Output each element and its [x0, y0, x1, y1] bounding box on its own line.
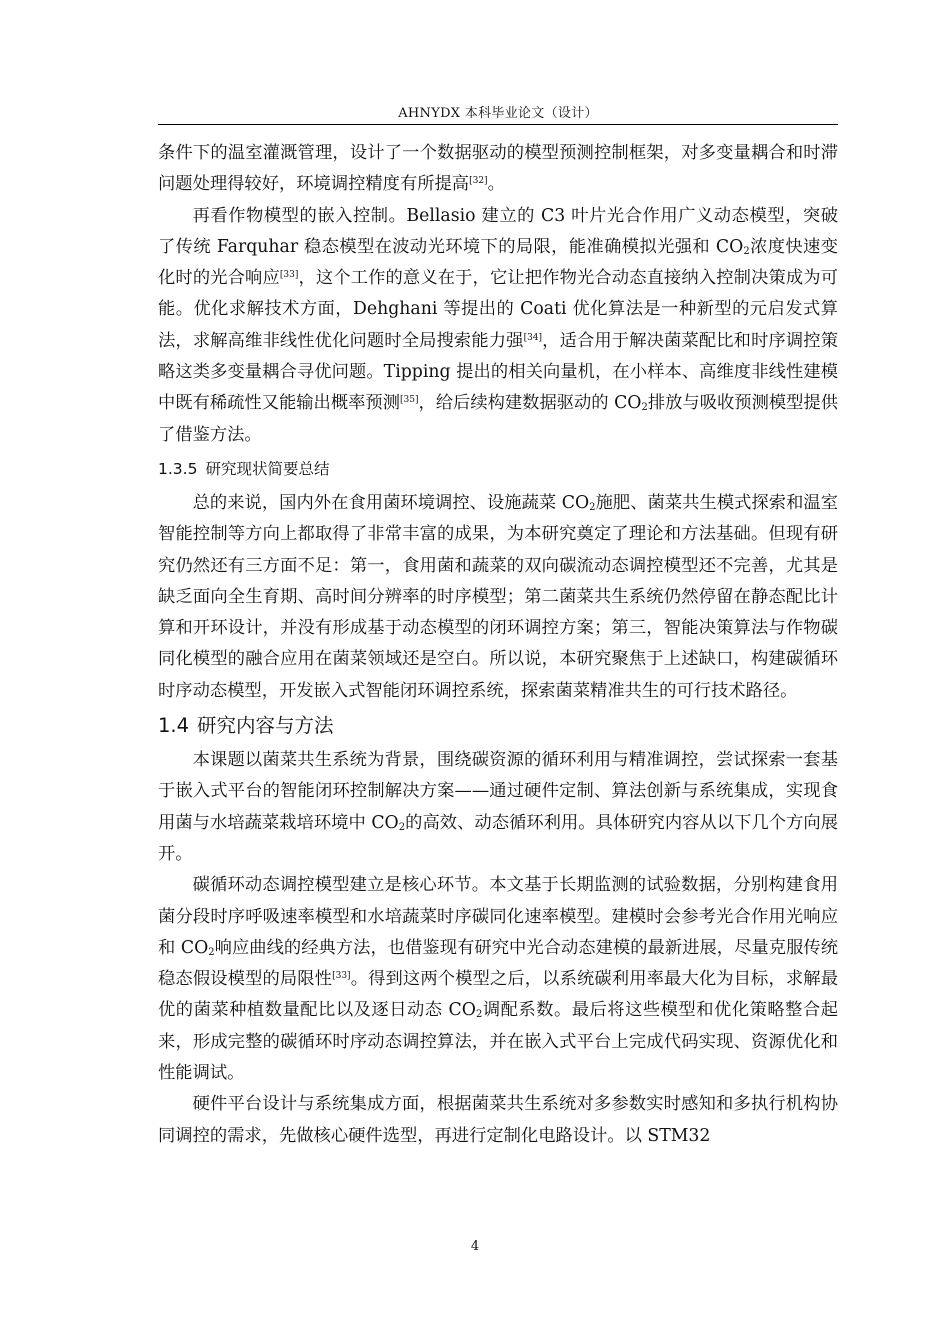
citation: [33]: [332, 971, 351, 982]
paragraph-summary: [158, 488, 838, 707]
text-run: 碳循环动态调控模型建立是核心环节。本文基于长期监测的试验数据，分别构建食用菌分段时序呼吸速率模型和水培蔬菜时序碳同化速率模型。建模时会参考光合作用光响应和 CO: [158, 875, 838, 958]
section-heading-1-4: [158, 711, 838, 741]
text-run: ，适合用于解决菌菜配比和时序调控策略这类多变量耦合寻优问题。Tipping 提出的相关向量机，在小样本、高维度非线性建模中既有稀疏性又能输出概率预测: [158, 330, 838, 414]
text-run: 条件下的温室灌溉管理，设计了一个数据驱动的模型预测控制框架，对多变量耦合和时滞问题处理得较好，环境调控精度有所提高: [158, 143, 838, 195]
section-number: 1.3.5: [158, 459, 198, 478]
text-run: 。得到这两个模型之后，以系统碳利用率最大化为目标，求解最优的菌菜种植数量配比以及逐日动态 CO: [158, 969, 838, 1021]
page-body: [158, 138, 838, 1152]
paragraph-intro: [158, 745, 838, 870]
text-run: 本课题以菌菜共生系统为背景，围绕碳资源的循环利用与精准调控，尝试探索一套基于嵌入式平台的智能闭环控制解决方案——通过硬件定制、算法创新与系统集成，实现食用菌与水培蔬菜栽培环境中 CO: [158, 750, 838, 833]
subscript: 2: [208, 946, 215, 958]
text-run: 。: [487, 174, 505, 195]
section-title: 研究现状简要总结: [205, 459, 330, 478]
citation: [32]: [469, 176, 488, 187]
running-header: AHNYDX 本科毕业论文（设计）: [398, 106, 598, 121]
text-run: ，给后续构建数据驱动的 CO: [418, 393, 642, 414]
subscript: 2: [641, 402, 648, 414]
subscript: 2: [475, 1009, 483, 1021]
subscript: 2: [589, 501, 596, 513]
text-run: ，这个工作的意义在于，它让把作物光合动态直接纳入控制决策成为可能。优化求解技术方面，Dehghani 等提出的 Coati 优化算法是一种新型的元启发式算法，求解高维非线性优化问题时全局搜索能力强: [158, 268, 838, 351]
section-number: 1.4: [158, 714, 190, 738]
page-number: 4: [470, 1239, 480, 1254]
subscript: 2: [398, 821, 406, 833]
section-title: 研究内容与方法: [197, 714, 334, 738]
text-run: 总的来说，国内外在食用菌环境调控、设施蔬菜 CO: [192, 492, 590, 513]
text-run: 的高效、动态循环利用。具体研究内容从以下几个方向展开。: [158, 812, 838, 864]
header-rule: [158, 124, 838, 125]
paragraph-carbon-model: [158, 870, 838, 1089]
text-run: 响应曲线的经典方法，也借鉴现有研究中光合动态建模的最新进展，尽量克服传统稳态假设模型的局限性: [158, 937, 838, 990]
text-run: 硬件平台设计与系统集成方面，根据菌菜共生系统对多参数实时感知和多执行机构协同调控的需求，先做核心硬件选型，再进行定制化电路设计。以 STM32: [158, 1094, 838, 1146]
paragraph-hardware: [158, 1089, 838, 1152]
citation: [34]: [523, 332, 543, 343]
text-run: 再看作物模型的嵌入控制。Bellasio 建立的 C3 叶片光合作用广义动态模型，突破了传统 Farquhar 稳态模型在波动光环境下的局限，能准确模拟光强和 CO: [158, 205, 838, 257]
citation: [33]: [279, 270, 299, 281]
subscript: 2: [743, 245, 750, 257]
paragraph-continued: [158, 138, 838, 201]
text-run: 调配系数。最后将这些模型和优化策略整合起来，形成完整的碳循环时序动态调控算法，并在嵌入式平台上完成代码实现、资源优化和性能调试。: [158, 1000, 838, 1084]
citation: [35]: [399, 395, 419, 406]
text-run: 施肥、菌菜共生模式探索和温室智能控制等方向上都取得了非常丰富的成果，为本研究奠定了理论和方法基础。但现有研究仍然还有三方面不足：第一，食用菌和蔬菜的双向碳流动态调控模型还不完善，尤其是缺乏面向全生育期、高时间分辨率的时序模型；第二菌菜共生系统仍然停留在静态配比计算和开环设计，并没有形成基于动态模型的闭环调控方案；第三，智能决策算法与作物碳同化模型的融合应用在菌菜领域还是空白。所以说，本研究聚焦于上述缺口，构建碳循环时序动态模型，开发嵌入式智能闭环调控系统，探索菌菜精准共生的可行技术路径。: [158, 492, 838, 701]
text-run: 浓度快速变化时的光合响应: [158, 236, 838, 289]
text-run: 排放与吸收预测模型提供了借鉴方法。: [158, 393, 838, 445]
section-heading-1-3-5: [158, 455, 838, 483]
paragraph-crop-model: [158, 201, 838, 451]
